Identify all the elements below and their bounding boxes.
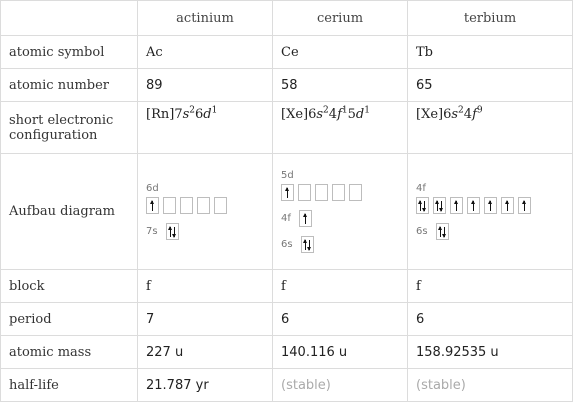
- config-subshell-letter: s: [451, 107, 459, 122]
- row-label-atomic-mass: atomic mass: [1, 336, 138, 369]
- subshell: [146, 183, 264, 214]
- config-shell-number: 6: [443, 107, 452, 122]
- orbital-box: [349, 184, 362, 201]
- orbital-box: [467, 197, 480, 214]
- subshell-label: 4f: [416, 183, 426, 194]
- config-subshell-letter: f: [472, 107, 477, 122]
- orbital-box: [332, 184, 345, 201]
- half-life-actinium: 21.787 yr: [138, 369, 273, 402]
- atomic-mass-cerium: 140.116 u: [273, 336, 408, 369]
- orbital-box: [299, 210, 312, 227]
- row-label-period: period: [1, 303, 138, 336]
- block-actinium: f: [138, 270, 273, 303]
- aufbau-diagram-terbium: [408, 154, 573, 270]
- row-label-atomic-symbol: atomic symbol: [1, 36, 138, 69]
- spin-down-arrow-icon: [441, 201, 442, 211]
- orbital-box: [301, 236, 314, 253]
- orbital-box: [180, 197, 193, 214]
- config-subshell-letter: s: [182, 107, 190, 122]
- orbital-box: [197, 197, 210, 214]
- atomic-number-cerium: 58: [273, 69, 408, 102]
- config-subshell-letter: d: [355, 107, 365, 122]
- table-row: [1, 303, 573, 336]
- orbital-boxes: [436, 223, 453, 240]
- row-label-short-config-line2: configuration: [9, 127, 98, 143]
- corner-cell: [1, 1, 138, 36]
- config-subshell-letter: s: [316, 107, 324, 122]
- row-label-block: block: [1, 270, 138, 303]
- orbital-boxes: [416, 197, 535, 214]
- config-core: [Xe]: [416, 107, 444, 122]
- aufbau-diagram-cerium: [273, 154, 408, 270]
- config-shell-number: 4: [463, 107, 473, 122]
- config-electron-count: 1: [364, 105, 370, 116]
- config-subshell-letter: d: [203, 107, 212, 122]
- config-core: [Rn]: [146, 107, 175, 122]
- config-electron-count: 1: [211, 105, 218, 116]
- subshell-label: 7s: [146, 226, 158, 237]
- config-electron-count: 1: [341, 105, 348, 116]
- config-actinium: [138, 102, 273, 154]
- spin-up-arrow-icon: [473, 201, 474, 211]
- table-row: [1, 36, 573, 69]
- spin-up-arrow-icon: [420, 201, 421, 211]
- orbital-box: [518, 197, 531, 214]
- orbital-box: [298, 184, 311, 201]
- config-shell-number: 6: [308, 107, 317, 122]
- table-row: [1, 369, 573, 402]
- table-row: [1, 102, 573, 154]
- aufbau-diagram: [146, 183, 264, 240]
- column-header-actinium: actinium: [138, 1, 273, 36]
- config-shell-number: 4: [328, 107, 338, 122]
- orbital-box: [163, 197, 176, 214]
- orbital-box: [281, 184, 294, 201]
- column-header-terbium: terbium: [408, 1, 573, 36]
- orbital-box: [416, 197, 429, 214]
- config-electron-count: 2: [189, 105, 195, 116]
- orbital-box: [450, 197, 463, 214]
- config-electron-count: 2: [458, 105, 464, 116]
- atomic-symbol-actinium: Ac: [138, 36, 273, 69]
- period-terbium: 6: [408, 303, 573, 336]
- table-row: [1, 69, 573, 102]
- orbital-box: [214, 197, 227, 214]
- spin-up-arrow-icon: [507, 201, 508, 211]
- half-life-terbium: (stable): [408, 369, 573, 402]
- spin-up-arrow-icon: [170, 227, 171, 237]
- orbital-box: [436, 223, 449, 240]
- config-cerium: [273, 102, 408, 154]
- subshell: [146, 223, 264, 240]
- atomic-number-actinium: 89: [138, 69, 273, 102]
- config-shell-number: 6: [195, 107, 204, 122]
- subshell: [416, 223, 564, 240]
- config-subshell-letter: f: [337, 107, 342, 122]
- spin-up-arrow-icon: [305, 240, 306, 250]
- config-electron-count: 9: [476, 105, 483, 116]
- spin-up-arrow-icon: [287, 188, 288, 198]
- header-row: [1, 1, 573, 36]
- subshell: [281, 210, 399, 227]
- orbital-box: [501, 197, 514, 214]
- table-row: [1, 336, 573, 369]
- atomic-symbol-terbium: Tb: [408, 36, 573, 69]
- table-row: [1, 154, 573, 270]
- spin-up-arrow-icon: [437, 201, 438, 211]
- period-cerium: 6: [273, 303, 408, 336]
- spin-up-arrow-icon: [305, 214, 306, 224]
- spin-down-arrow-icon: [424, 201, 425, 211]
- spin-up-arrow-icon: [524, 201, 525, 211]
- spin-up-arrow-icon: [440, 227, 441, 237]
- table-row: [1, 270, 573, 303]
- subshell-label: 5d: [281, 170, 294, 181]
- row-label-short-config: [1, 102, 138, 154]
- subshell: [416, 183, 564, 214]
- period-actinium: 7: [138, 303, 273, 336]
- subshell-label: 6s: [281, 239, 293, 250]
- orbital-boxes: [301, 236, 318, 253]
- orbital-box: [484, 197, 497, 214]
- orbital-boxes: [166, 223, 183, 240]
- orbital-box: [433, 197, 446, 214]
- subshell: [281, 236, 399, 253]
- aufbau-diagram: [416, 183, 564, 240]
- orbital-box: [166, 223, 179, 240]
- subshell-label: 4f: [281, 213, 291, 224]
- config-shell-number: 5: [347, 107, 356, 122]
- row-label-half-life: half-life: [1, 369, 138, 402]
- atomic-number-terbium: 65: [408, 69, 573, 102]
- spin-down-arrow-icon: [444, 227, 445, 237]
- spin-down-arrow-icon: [309, 240, 310, 250]
- block-terbium: f: [408, 270, 573, 303]
- config-terbium: [408, 102, 573, 154]
- atomic-mass-terbium: 158.92535 u: [408, 336, 573, 369]
- aufbau-diagram: [281, 170, 399, 253]
- orbital-box: [146, 197, 159, 214]
- aufbau-diagram-actinium: [138, 154, 273, 270]
- orbital-box: [315, 184, 328, 201]
- spin-up-arrow-icon: [456, 201, 457, 211]
- config-electron-count: 2: [323, 105, 329, 116]
- column-header-cerium: cerium: [273, 1, 408, 36]
- subshell: [281, 170, 399, 201]
- spin-up-arrow-icon: [152, 201, 153, 211]
- row-label-short-config-line1: short electronic: [9, 112, 114, 128]
- spin-down-arrow-icon: [174, 227, 175, 237]
- orbital-boxes: [281, 184, 366, 201]
- orbital-boxes: [299, 210, 316, 227]
- row-label-aufbau: Aufbau diagram: [1, 154, 138, 270]
- orbital-boxes: [146, 197, 231, 214]
- atomic-mass-actinium: 227 u: [138, 336, 273, 369]
- subshell-label: 6s: [416, 226, 428, 237]
- atomic-symbol-cerium: Ce: [273, 36, 408, 69]
- config-shell-number: 7: [174, 107, 183, 122]
- half-life-cerium: (stable): [273, 369, 408, 402]
- spin-up-arrow-icon: [490, 201, 491, 211]
- config-core: [Xe]: [281, 107, 309, 122]
- row-label-atomic-number: atomic number: [1, 69, 138, 102]
- block-cerium: f: [273, 270, 408, 303]
- subshell-label: 6d: [146, 183, 159, 194]
